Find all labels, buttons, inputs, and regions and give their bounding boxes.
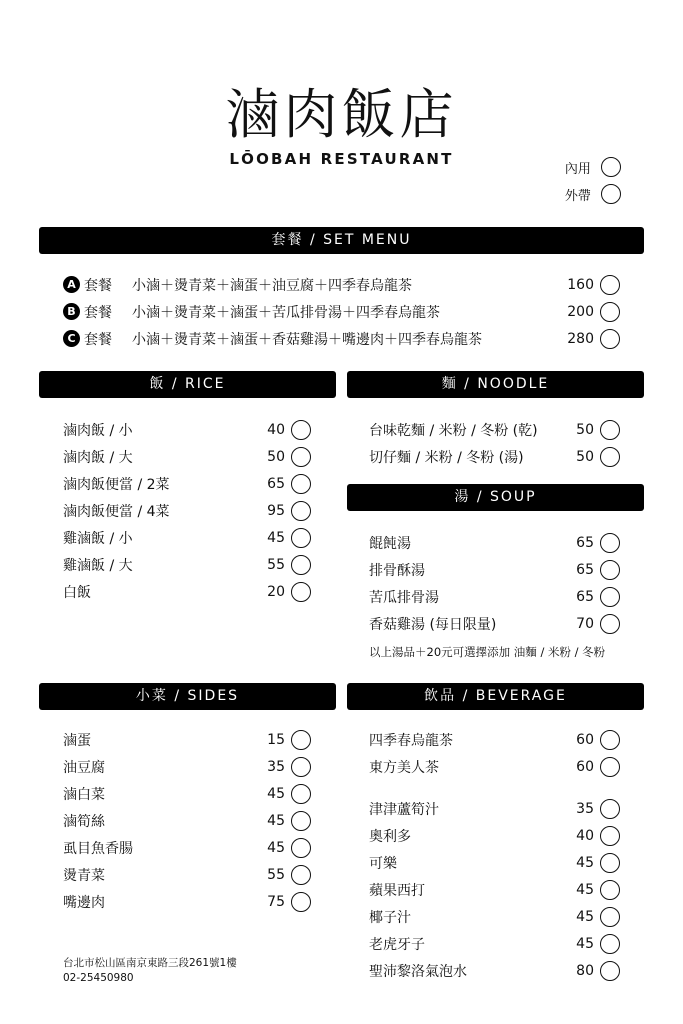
item-name: 白飯 xyxy=(63,584,91,601)
item-checkbox[interactable] xyxy=(291,474,311,494)
menu-item xyxy=(369,903,620,930)
item-name: 奧利多 xyxy=(369,828,411,845)
menu-item xyxy=(369,753,620,780)
item-name: 香菇雞湯 (每日限量) xyxy=(369,616,497,633)
item-price: 45 xyxy=(267,529,285,546)
restaurant-logo: 滷肉飯店 xyxy=(225,83,458,146)
menu-item xyxy=(369,822,620,849)
beverage-header: 飲品 / BEVERAGE xyxy=(347,683,644,710)
item-name: 東方美人茶 xyxy=(369,759,439,776)
item-checkbox[interactable] xyxy=(600,533,620,553)
item-price: 45 xyxy=(576,854,594,871)
menu-item xyxy=(63,443,311,470)
set-desc: 小滷＋燙青菜＋滷蛋＋油豆腐＋四季春烏龍茶 xyxy=(132,277,412,294)
set-price: 280 xyxy=(567,330,594,347)
item-name: 虱目魚香腸 xyxy=(63,840,133,857)
item-checkbox[interactable] xyxy=(600,826,620,846)
set-price: 200 xyxy=(567,303,594,320)
rice-header: 飯 / RICE xyxy=(39,371,336,398)
menu-item xyxy=(369,529,620,556)
item-checkbox[interactable] xyxy=(291,838,311,858)
item-checkbox[interactable] xyxy=(600,757,620,777)
item-checkbox[interactable] xyxy=(600,587,620,607)
item-checkbox[interactable] xyxy=(291,420,311,440)
item-checkbox[interactable] xyxy=(600,799,620,819)
menu-item xyxy=(369,416,620,443)
address: 台北市松山區南京東路三段261號1樓 xyxy=(63,957,237,969)
item-checkbox[interactable] xyxy=(600,447,620,467)
menu-item xyxy=(369,795,620,822)
item-price: 65 xyxy=(576,588,594,605)
set-menu-list xyxy=(63,271,620,352)
item-name: 蘋果西打 xyxy=(369,882,425,899)
take-out-checkbox[interactable] xyxy=(601,184,621,204)
item-name: 椰子汁 xyxy=(369,909,411,926)
footer-info xyxy=(63,956,237,986)
menu-item xyxy=(63,834,311,861)
item-name: 滷肉飯 / 大 xyxy=(63,449,133,466)
set-label: 套餐 xyxy=(84,304,112,321)
dine-in-checkbox[interactable] xyxy=(601,157,621,177)
menu-item xyxy=(63,726,311,753)
soup-list xyxy=(369,529,620,637)
item-name: 切仔麵 / 米粉 / 冬粉 (湯) xyxy=(369,449,524,466)
restaurant-name-en: LŌOBAH RESTAURANT xyxy=(229,150,454,168)
menu-item xyxy=(63,807,311,834)
set-b-checkbox[interactable] xyxy=(600,302,620,322)
item-price: 55 xyxy=(267,556,285,573)
item-price: 20 xyxy=(267,583,285,600)
dine-in-option[interactable] xyxy=(565,157,621,177)
menu-item xyxy=(63,888,311,915)
item-price: 65 xyxy=(267,475,285,492)
item-name: 雞滷飯 / 大 xyxy=(63,557,133,574)
set-c-checkbox[interactable] xyxy=(600,329,620,349)
item-price: 45 xyxy=(576,908,594,925)
menu-item xyxy=(369,583,620,610)
item-price: 15 xyxy=(267,731,285,748)
item-price: 65 xyxy=(576,561,594,578)
item-checkbox[interactable] xyxy=(600,907,620,927)
soup-note: 以上湯品＋20元可選擇添加 油麵 / 米粉 / 冬粉 xyxy=(369,645,606,659)
item-price: 45 xyxy=(267,785,285,802)
set-menu-item-c xyxy=(63,325,620,352)
item-name: 滷肉飯便當 / 4菜 xyxy=(63,503,170,520)
item-checkbox[interactable] xyxy=(600,853,620,873)
item-checkbox[interactable] xyxy=(291,784,311,804)
item-name: 台味乾麵 / 米粉 / 冬粉 (乾) xyxy=(369,422,538,439)
item-checkbox[interactable] xyxy=(291,865,311,885)
item-checkbox[interactable] xyxy=(291,757,311,777)
set-menu-item-b xyxy=(63,298,620,325)
item-price: 50 xyxy=(576,448,594,465)
item-price: 60 xyxy=(576,758,594,775)
set-desc: 小滷＋燙青菜＋滷蛋＋苦瓜排骨湯＋四季春烏龍茶 xyxy=(132,304,440,321)
item-checkbox[interactable] xyxy=(600,934,620,954)
item-name: 滷肉飯 / 小 xyxy=(63,422,133,439)
menu-item xyxy=(63,753,311,780)
set-desc: 小滷＋燙青菜＋滷蛋＋香菇雞湯＋嘴邊肉＋四季春烏龍茶 xyxy=(132,331,482,348)
menu-item xyxy=(369,443,620,470)
set-badge: A xyxy=(63,276,80,293)
item-name: 津津蘆筍汁 xyxy=(369,801,439,818)
item-checkbox[interactable] xyxy=(600,730,620,750)
menu-item xyxy=(369,726,620,753)
menu-item xyxy=(63,780,311,807)
menu-item xyxy=(63,416,311,443)
item-checkbox[interactable] xyxy=(291,892,311,912)
item-price: 70 xyxy=(576,615,594,632)
set-menu-header: 套餐 / SET MENU xyxy=(39,227,644,254)
item-checkbox[interactable] xyxy=(600,560,620,580)
phone: 02-25450980 xyxy=(63,972,134,984)
menu-item xyxy=(63,861,311,888)
menu-item xyxy=(369,957,620,984)
item-name: 滷肉飯便當 / 2菜 xyxy=(63,476,170,493)
item-checkbox[interactable] xyxy=(291,528,311,548)
set-label: 套餐 xyxy=(84,277,112,294)
item-price: 35 xyxy=(267,758,285,775)
menu-item xyxy=(63,524,311,551)
set-price: 160 xyxy=(567,276,594,293)
rice-list xyxy=(63,416,311,605)
set-menu-item-a xyxy=(63,271,620,298)
item-name: 滷筍絲 xyxy=(63,813,105,830)
noodle-list xyxy=(369,416,620,470)
item-name: 聖沛黎洛氣泡水 xyxy=(369,963,467,980)
item-price: 50 xyxy=(576,421,594,438)
item-price: 45 xyxy=(267,839,285,856)
item-price: 80 xyxy=(576,962,594,979)
item-price: 50 xyxy=(267,448,285,465)
item-price: 75 xyxy=(267,893,285,910)
item-checkbox[interactable] xyxy=(291,730,311,750)
item-name: 可樂 xyxy=(369,855,397,872)
set-badge: C xyxy=(63,330,80,347)
item-price: 45 xyxy=(576,881,594,898)
item-checkbox[interactable] xyxy=(600,420,620,440)
item-name: 滷白菜 xyxy=(63,786,105,803)
menu-item xyxy=(63,551,311,578)
beverage-drinks-list xyxy=(369,795,620,984)
item-name: 嘴邊肉 xyxy=(63,894,105,911)
sides-header: 小菜 / SIDES xyxy=(39,683,336,710)
item-checkbox[interactable] xyxy=(600,961,620,981)
item-price: 40 xyxy=(267,421,285,438)
item-checkbox[interactable] xyxy=(600,880,620,900)
item-checkbox[interactable] xyxy=(291,501,311,521)
item-price: 35 xyxy=(576,800,594,817)
menu-item xyxy=(369,556,620,583)
menu-item xyxy=(63,497,311,524)
noodle-header: 麵 / NOODLE xyxy=(347,371,644,398)
item-checkbox[interactable] xyxy=(291,811,311,831)
sides-list xyxy=(63,726,311,915)
item-checkbox[interactable] xyxy=(291,555,311,575)
set-label: 套餐 xyxy=(84,331,112,348)
item-name: 燙青菜 xyxy=(63,867,105,884)
set-badge: B xyxy=(63,303,80,320)
menu-item xyxy=(369,930,620,957)
item-price: 45 xyxy=(576,935,594,952)
menu-item xyxy=(63,578,311,605)
dine-in-label: 內用 xyxy=(564,161,591,177)
item-name: 排骨酥湯 xyxy=(369,562,425,579)
item-name: 餛飩湯 xyxy=(369,535,411,552)
item-price: 95 xyxy=(267,502,285,519)
item-checkbox[interactable] xyxy=(291,447,311,467)
take-out-label: 外帶 xyxy=(564,188,591,204)
item-price: 55 xyxy=(267,866,285,883)
item-price: 40 xyxy=(576,827,594,844)
item-checkbox[interactable] xyxy=(600,614,620,634)
item-name: 四季春烏龍茶 xyxy=(369,732,453,749)
item-name: 滷蛋 xyxy=(63,732,91,749)
menu-item xyxy=(369,849,620,876)
item-name: 油豆腐 xyxy=(63,759,105,776)
item-name: 苦瓜排骨湯 xyxy=(369,589,439,606)
beverage-tea-list xyxy=(369,726,620,780)
item-checkbox[interactable] xyxy=(291,582,311,602)
soup-header: 湯 / SOUP xyxy=(347,484,644,511)
item-price: 65 xyxy=(576,534,594,551)
menu-item xyxy=(63,470,311,497)
item-price: 45 xyxy=(267,812,285,829)
item-price: 60 xyxy=(576,731,594,748)
item-name: 老虎牙子 xyxy=(369,936,425,953)
menu-item xyxy=(369,610,620,637)
set-a-checkbox[interactable] xyxy=(600,275,620,295)
item-name: 雞滷飯 / 小 xyxy=(63,530,133,547)
take-out-option[interactable] xyxy=(565,184,621,204)
menu-item xyxy=(369,876,620,903)
